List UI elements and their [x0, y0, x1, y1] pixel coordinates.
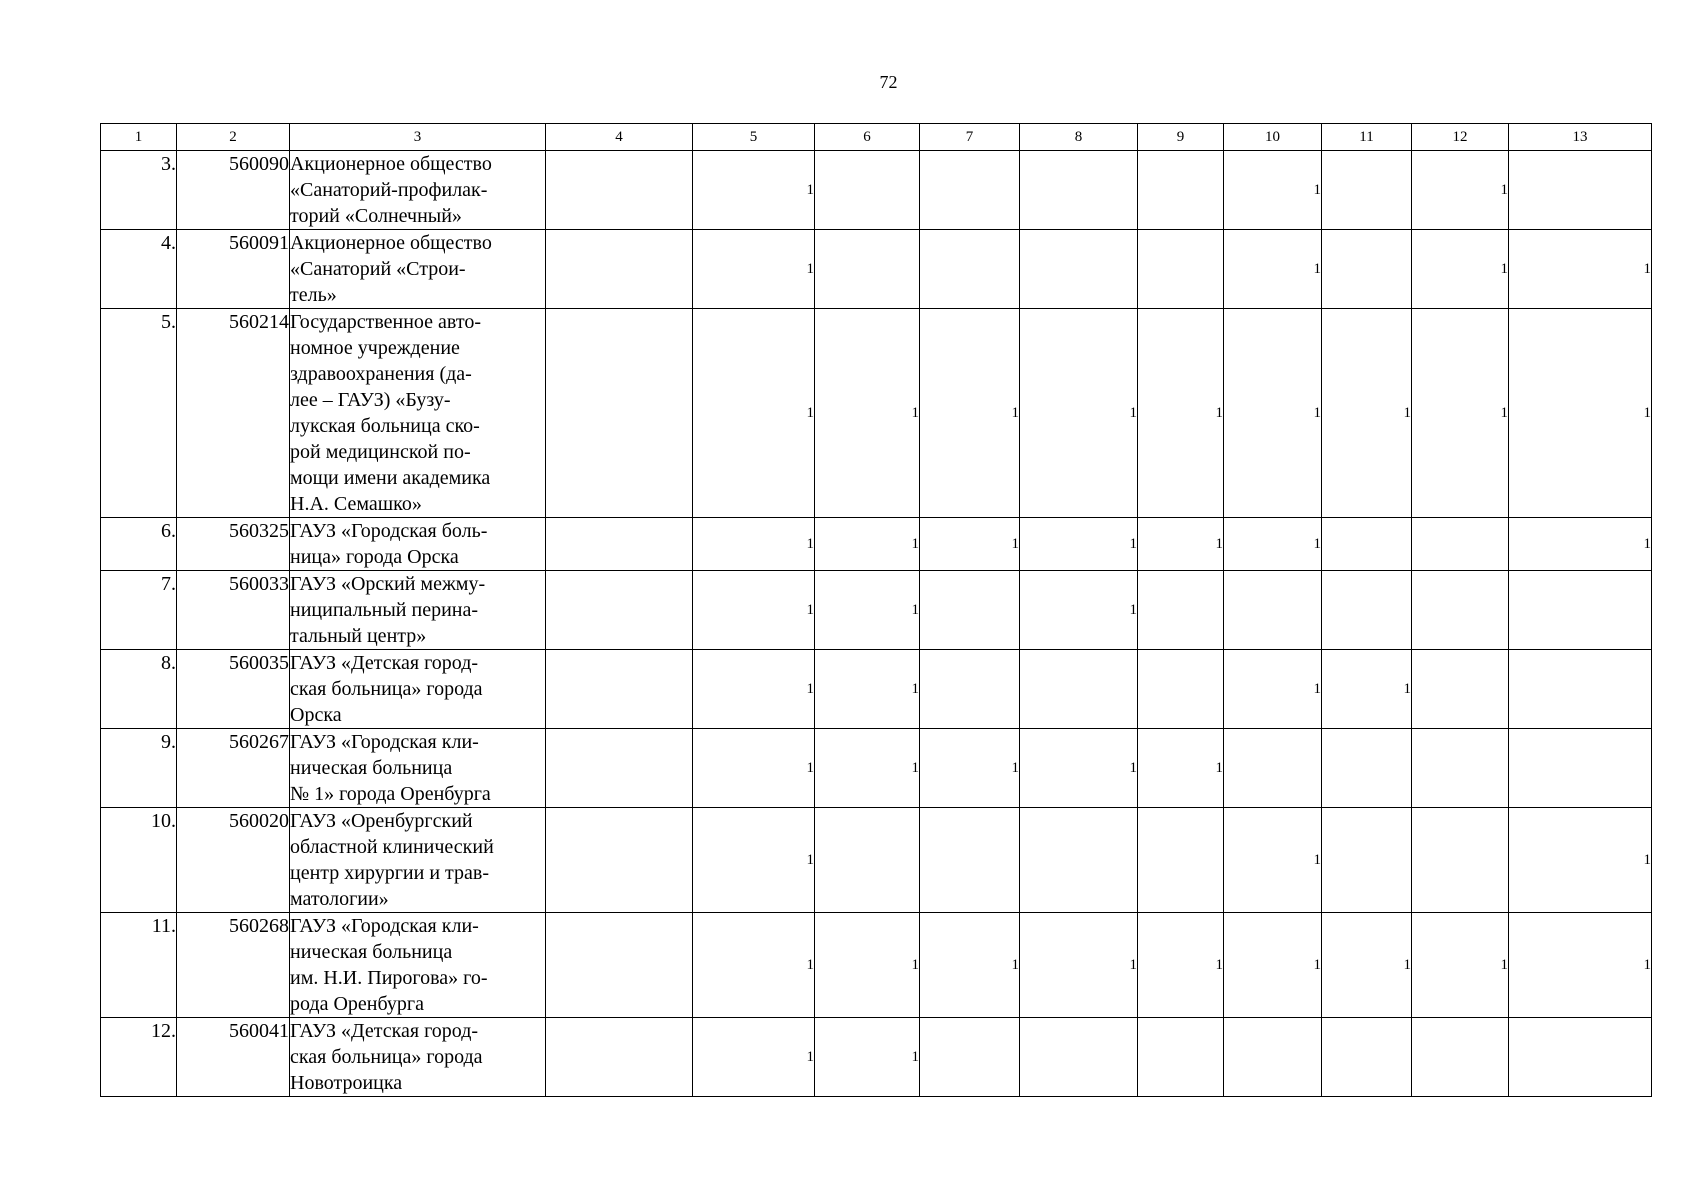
organization-code-cell: 560020: [177, 808, 290, 913]
value-cell-8: 1: [1020, 729, 1138, 808]
value-cell-4: [546, 151, 693, 230]
value-cell-6: [815, 151, 920, 230]
column-header: 13: [1509, 124, 1652, 151]
value-cell-11: 1: [1322, 913, 1412, 1018]
organization-code-cell: 560091: [177, 230, 290, 309]
row-number-cell: 5.: [101, 309, 177, 518]
value-cell-5: 1: [693, 230, 815, 309]
value-cell-8: [1020, 808, 1138, 913]
organization-code-cell: 560325: [177, 518, 290, 571]
value-cell-11: [1322, 808, 1412, 913]
value-cell-9: [1138, 1018, 1224, 1097]
table-row: [101, 650, 1652, 729]
value-cell-7: [920, 650, 1020, 729]
value-cell-4: [546, 808, 693, 913]
value-cell-10: 1: [1224, 518, 1322, 571]
row-number-cell: 8.: [101, 650, 177, 729]
value-cell-5: 1: [693, 518, 815, 571]
organization-name-cell: ГАУЗ «Оренбургский областной клинический центр хирургии и трав- матологии»: [290, 808, 546, 913]
value-cell-12: [1412, 650, 1509, 729]
value-cell-6: [815, 808, 920, 913]
value-cell-6: 1: [815, 309, 920, 518]
value-cell-11: 1: [1322, 650, 1412, 729]
organization-name-cell: Акционерное общество «Санаторий «Строи- тель»: [290, 230, 546, 309]
value-cell-5: 1: [693, 913, 815, 1018]
data-table: [100, 123, 1652, 1097]
value-cell-8: [1020, 650, 1138, 729]
value-cell-8: [1020, 151, 1138, 230]
value-cell-13: 1: [1509, 808, 1652, 913]
column-header: 7: [920, 124, 1020, 151]
organization-name-cell: Государственное авто- номное учреждение здравоохранения (да- лее – ГАУЗ) «Бузу- лукская больница ско- рой медицинской по- мощи имени академика Н.А. Семашко»: [290, 309, 546, 518]
table-row: [101, 1018, 1652, 1097]
value-cell-8: [1020, 230, 1138, 309]
row-number-cell: 12.: [101, 1018, 177, 1097]
value-cell-5: 1: [693, 1018, 815, 1097]
table-row: [101, 230, 1652, 309]
value-cell-4: [546, 309, 693, 518]
row-number-cell: 11.: [101, 913, 177, 1018]
column-header: 1: [101, 124, 177, 151]
value-cell-7: 1: [920, 913, 1020, 1018]
value-cell-8: [1020, 1018, 1138, 1097]
value-cell-11: [1322, 1018, 1412, 1097]
column-header: 2: [177, 124, 290, 151]
value-cell-6: 1: [815, 518, 920, 571]
column-header: 11: [1322, 124, 1412, 151]
value-cell-5: 1: [693, 808, 815, 913]
value-cell-13: 1: [1509, 309, 1652, 518]
table-row: [101, 808, 1652, 913]
value-cell-8: 1: [1020, 518, 1138, 571]
value-cell-12: [1412, 729, 1509, 808]
value-cell-5: 1: [693, 729, 815, 808]
value-cell-12: [1412, 808, 1509, 913]
organization-name-cell: ГАУЗ «Городская боль- ница» города Орска: [290, 518, 546, 571]
value-cell-4: [546, 729, 693, 808]
value-cell-9: 1: [1138, 729, 1224, 808]
value-cell-7: 1: [920, 518, 1020, 571]
organization-name-cell: ГАУЗ «Детская город- ская больница» города Новотроицка: [290, 1018, 546, 1097]
value-cell-4: [546, 1018, 693, 1097]
organization-code-cell: 560041: [177, 1018, 290, 1097]
value-cell-13: 1: [1509, 518, 1652, 571]
value-cell-10: 1: [1224, 650, 1322, 729]
organization-name-cell: ГАУЗ «Городская кли- ническая больница им. Н.И. Пирогова» го- рода Оренбурга: [290, 913, 546, 1018]
table-row: [101, 309, 1652, 518]
value-cell-4: [546, 650, 693, 729]
value-cell-11: [1322, 151, 1412, 230]
value-cell-13: [1509, 571, 1652, 650]
value-cell-6: 1: [815, 650, 920, 729]
value-cell-10: [1224, 571, 1322, 650]
organization-code-cell: 560268: [177, 913, 290, 1018]
value-cell-5: 1: [693, 650, 815, 729]
organization-code-cell: 560090: [177, 151, 290, 230]
value-cell-9: 1: [1138, 913, 1224, 1018]
column-header: 5: [693, 124, 815, 151]
value-cell-13: 1: [1509, 230, 1652, 309]
value-cell-6: 1: [815, 571, 920, 650]
value-cell-10: 1: [1224, 151, 1322, 230]
organization-name-cell: Акционерное общество «Санаторий-профилак- торий «Солнечный»: [290, 151, 546, 230]
value-cell-8: 1: [1020, 913, 1138, 1018]
value-cell-13: [1509, 1018, 1652, 1097]
value-cell-12: 1: [1412, 913, 1509, 1018]
value-cell-6: 1: [815, 729, 920, 808]
page-number: 72: [879, 72, 898, 92]
value-cell-10: 1: [1224, 808, 1322, 913]
row-number-cell: 9.: [101, 729, 177, 808]
organization-name-cell: ГАУЗ «Детская город- ская больница» города Орска: [290, 650, 546, 729]
value-cell-4: [546, 518, 693, 571]
value-cell-4: [546, 913, 693, 1018]
value-cell-8: 1: [1020, 571, 1138, 650]
value-cell-6: 1: [815, 913, 920, 1018]
value-cell-7: [920, 230, 1020, 309]
value-cell-13: [1509, 729, 1652, 808]
value-cell-5: 1: [693, 571, 815, 650]
value-cell-12: 1: [1412, 309, 1509, 518]
value-cell-10: 1: [1224, 913, 1322, 1018]
value-cell-7: [920, 1018, 1020, 1097]
value-cell-5: 1: [693, 151, 815, 230]
value-cell-6: [815, 230, 920, 309]
value-cell-13: [1509, 151, 1652, 230]
value-cell-11: 1: [1322, 309, 1412, 518]
value-cell-5: 1: [693, 309, 815, 518]
value-cell-11: [1322, 571, 1412, 650]
value-cell-9: [1138, 808, 1224, 913]
value-cell-9: 1: [1138, 518, 1224, 571]
value-cell-9: [1138, 230, 1224, 309]
value-cell-7: 1: [920, 309, 1020, 518]
table-row: [101, 729, 1652, 808]
column-header: 8: [1020, 124, 1138, 151]
organization-code-cell: 560035: [177, 650, 290, 729]
value-cell-11: [1322, 729, 1412, 808]
value-cell-12: [1412, 571, 1509, 650]
value-cell-7: 1: [920, 729, 1020, 808]
value-cell-9: [1138, 151, 1224, 230]
column-header: 3: [290, 124, 546, 151]
value-cell-7: [920, 151, 1020, 230]
table-row: [101, 913, 1652, 1018]
value-cell-9: [1138, 571, 1224, 650]
row-number-cell: 10.: [101, 808, 177, 913]
value-cell-12: [1412, 518, 1509, 571]
value-cell-10: [1224, 729, 1322, 808]
row-number-cell: 6.: [101, 518, 177, 571]
value-cell-10: 1: [1224, 230, 1322, 309]
column-header: 12: [1412, 124, 1509, 151]
column-header: 6: [815, 124, 920, 151]
column-header: 9: [1138, 124, 1224, 151]
value-cell-4: [546, 571, 693, 650]
row-number-cell: 4.: [101, 230, 177, 309]
table-row: [101, 571, 1652, 650]
value-cell-9: 1: [1138, 309, 1224, 518]
value-cell-11: [1322, 230, 1412, 309]
column-header: 4: [546, 124, 693, 151]
value-cell-8: 1: [1020, 309, 1138, 518]
row-number-cell: 3.: [101, 151, 177, 230]
header-row: [101, 124, 1652, 151]
organization-name-cell: ГАУЗ «Орский межму- ниципальный перина- тальный центр»: [290, 571, 546, 650]
value-cell-10: [1224, 1018, 1322, 1097]
value-cell-13: 1: [1509, 913, 1652, 1018]
value-cell-9: [1138, 650, 1224, 729]
value-cell-7: [920, 808, 1020, 913]
value-cell-12: 1: [1412, 230, 1509, 309]
value-cell-6: 1: [815, 1018, 920, 1097]
table-row: [101, 518, 1652, 571]
organization-name-cell: ГАУЗ «Городская кли- ническая больница № 1» города Оренбурга: [290, 729, 546, 808]
organization-code-cell: 560033: [177, 571, 290, 650]
value-cell-10: 1: [1224, 309, 1322, 518]
value-cell-7: [920, 571, 1020, 650]
organization-code-cell: 560214: [177, 309, 290, 518]
row-number-cell: 7.: [101, 571, 177, 650]
value-cell-12: 1: [1412, 151, 1509, 230]
value-cell-12: [1412, 1018, 1509, 1097]
table-row: [101, 151, 1652, 230]
column-header: 10: [1224, 124, 1322, 151]
value-cell-4: [546, 230, 693, 309]
value-cell-13: [1509, 650, 1652, 729]
organization-code-cell: 560267: [177, 729, 290, 808]
value-cell-11: [1322, 518, 1412, 571]
